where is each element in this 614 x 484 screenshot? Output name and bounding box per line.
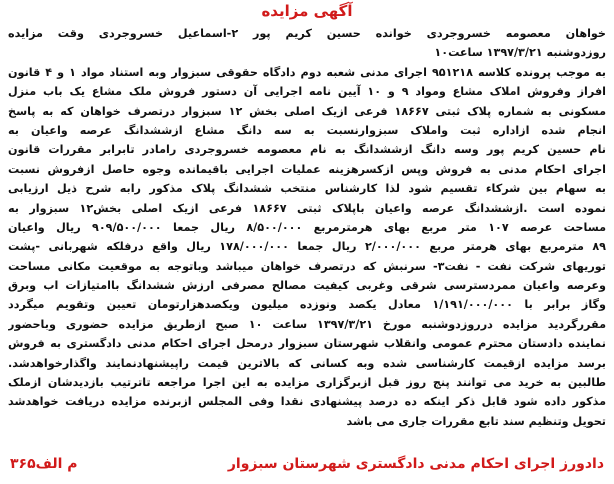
notice-line: افراز وفروش املاک مشاع ومواد ۹ و ۱۰ آیین نامه اجرایی آن دستور فروش ملک مشاع یک باب منزل <box>8 85 606 99</box>
notice-line: مذکور داده شود قابل ذکر اینکه ده درصد پیشنهادی نقدا وفی المجلس ازبرنده مزایده دریافت خواهدشد <box>8 395 606 409</box>
notice-line: تحویل وتنظیم سند تابع مقررات جاری می باشد <box>346 414 606 428</box>
notice-line: وگاز برابر با ۱/۱۹۱/۰۰۰/۰۰۰ معادل یکصد ونوزده میلیون ویکصدهزارتومان تعیین وتقویم میگردد <box>8 298 606 312</box>
notice-line: ۸۹ مترمربع بهای هرمتر مربع ۲/۰۰۰/۰۰۰ ریال جمعا ۱۷۸/۰۰۰/۰۰۰ ریال واقع درفلکه شهربانی -پشت <box>8 240 606 254</box>
notice-line: به سهام بین شرکاء تقسیم شود لذا کارشناس منتخب ششدانگ پلاک مذکور رابه شرح ذیل ارزیابی <box>8 182 606 196</box>
notice-line: خواهان معصومه خسروجردی خوانده حسین کریم پور ۲-اسماعیل خسروجردی وقت مزایده <box>8 27 606 40</box>
notice-line: وعرصه واعیان ممردسترسی شرقی وغربی کیفیت مصالح مصرفی ارزش ششدانگ باامتیازات اب وبرق <box>8 279 606 293</box>
notice-line: مقررگردید مزایده درروزدوشنبه مورخ ۱۳۹۷/۳/۲۱ ساعت ۱۰ صبح ازطریق مزایده حضوری وباحضور <box>8 317 606 331</box>
notice-line: به موجب پرونده کلاسه ۹۵۱۲۱۸ اجرای مدنی شعبه دوم دادگاه حقوقی سبزوار وبه استناد مواد ۱ و ۴ قانون <box>8 65 606 79</box>
notice-line: توریهای شرکت نفت - نفت۳- سرنبش که درتصرف خواهان میباشد وباتوجه به موقعیت مکانی مساحت <box>8 259 606 273</box>
notice-line: برسد مزایده ازقیمت کارشناسی شده وبه کسانی که بالاترین قیمت راپیشنهادنمایند واگذارخواهدشد. <box>8 356 606 370</box>
notice-line: نموده است .ازششدانگ عرصه واعیان باپلاک ثبتی ۱۸۶۶۷ فرعی ازیک اصلی بخش۱۲ سبزوار به <box>8 201 606 215</box>
notice-title: آگهی مزایده <box>261 2 353 20</box>
notice-line: طالبین به خرید می توانند پنج روز قبل ازبرگزاری مزایده به این اجرا مراجعه تاترتیب بازدیدشان ازملک <box>8 376 606 390</box>
signature: دادورز اجرای احکام مدنی دادگستری شهرستان سبزوار <box>227 456 604 472</box>
notice-footer <box>10 454 604 478</box>
reference-number: م الف۳۶۵ <box>10 456 78 472</box>
notice-line: نام حسین کریم پور وسه دانگ ازششدانگ به نام معصومه خسروجردی رامادر تابرابر مقررات قانون <box>8 143 606 157</box>
notice-line: اجرای احکام مدنی به فروش وپس ازکسرهزینه عملیات اجرایی باقیمانده وجوه حاصل ازفروش نسبت <box>8 162 606 176</box>
notice-line: انجام شده ازاداره ثبت واملاک سبزوارنسبت به سه دانگ مشاع ازششدانگ عرصه واعیان به <box>8 123 606 137</box>
notice-line: مساحت عرصه ۱۰۷ متر مربع بهای هرمترمربع ۸/۵۰۰/۰۰۰ ریال جمعا ۹۰۹/۵۰۰/۰۰۰ ریال واعیان <box>8 220 606 234</box>
notice-body <box>8 24 606 431</box>
notice-line: مسکونی به شماره پلاک ثبتی ۱۸۶۶۷ فرعی ازیک اصلی بخش ۱۲ سبزوار درتصرف خواهان که به پاسخ <box>8 104 606 118</box>
notice-line: روزدوشنبه ۱۳۹۷/۳/۲۱ ساعت۱۰ <box>434 46 606 60</box>
notice-line: نماینده دادستان محترم عمومی وانقلاب شهرستان سبزوار درمحل اجرای احکام مدنی دادگستری به فروش <box>8 337 606 351</box>
